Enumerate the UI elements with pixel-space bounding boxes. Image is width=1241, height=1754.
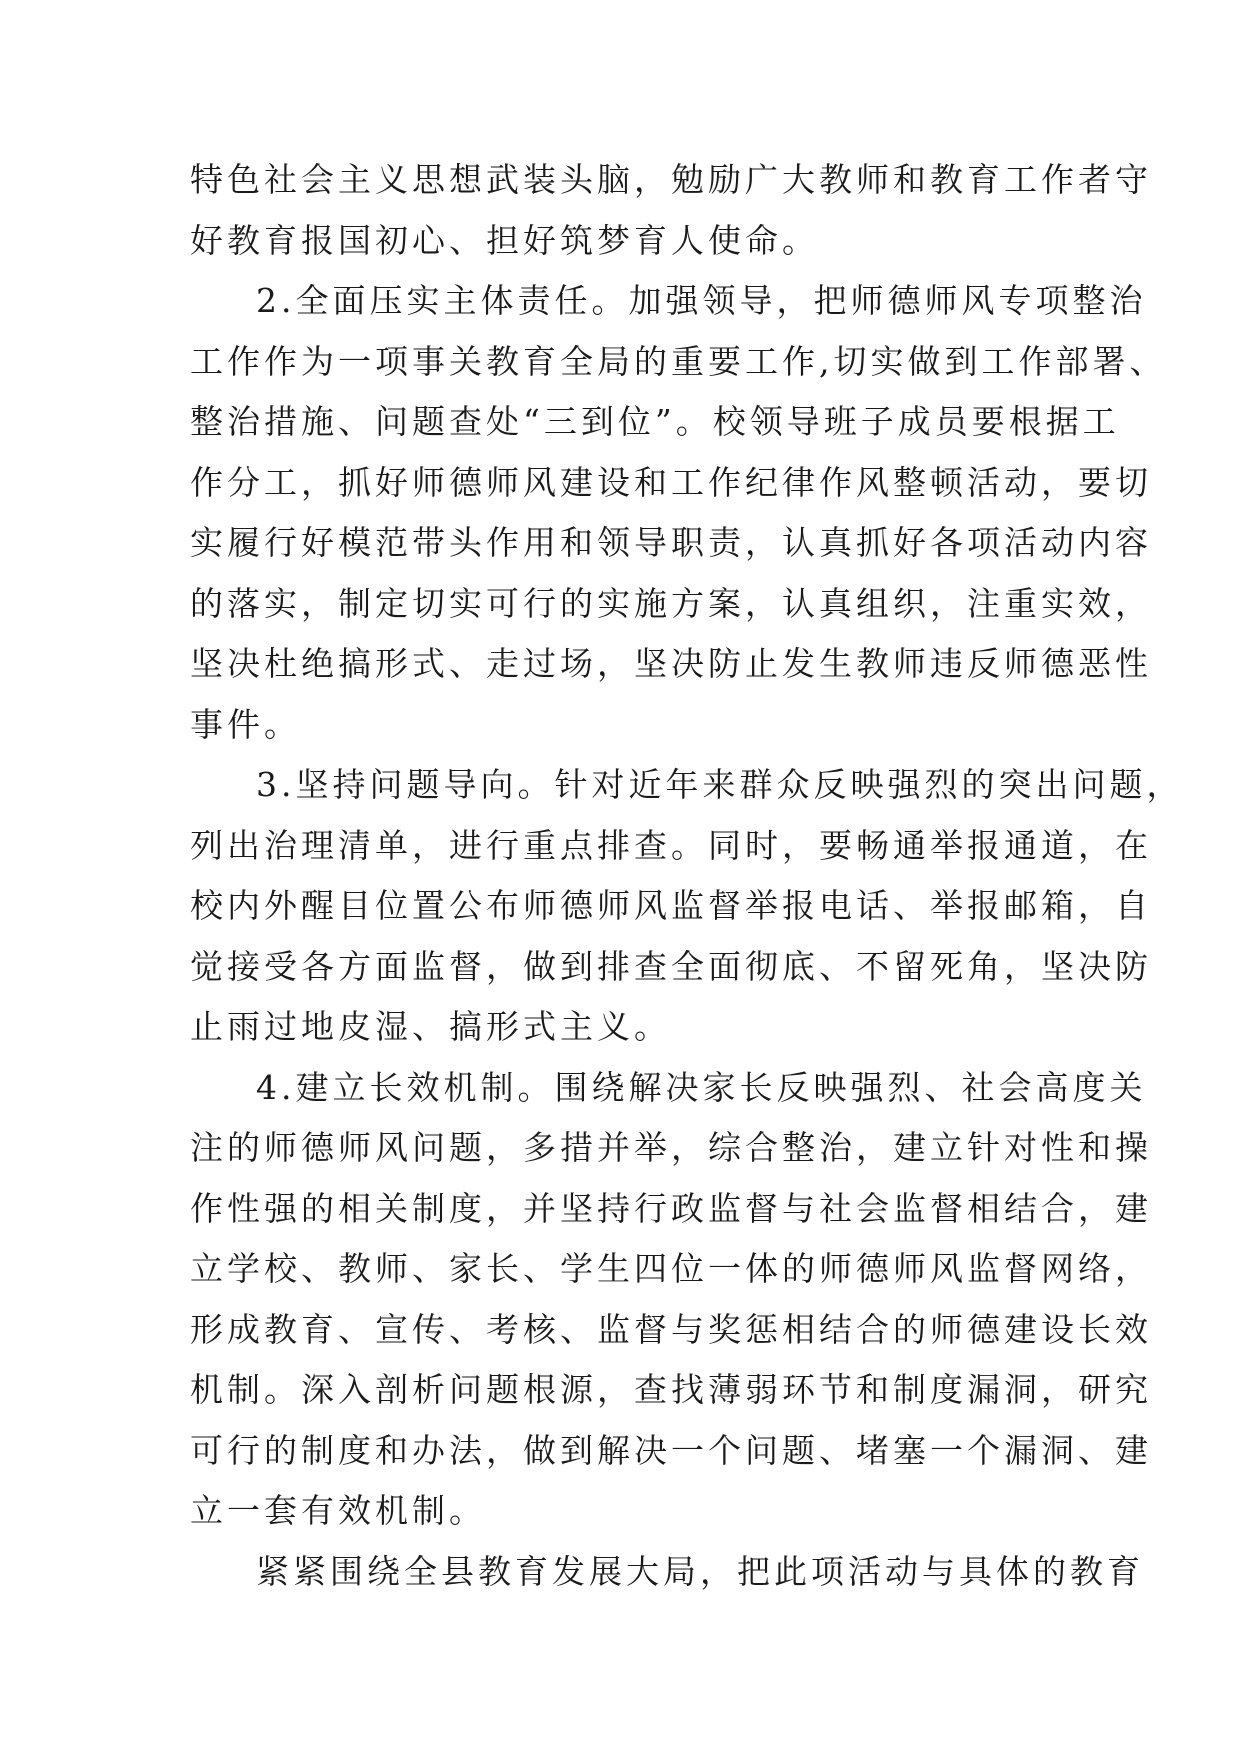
text-line: 作分工，抓好师德师风建设和工作纪律作风整顿活动，要切 [190, 462, 1152, 502]
text-line: 工作作为一项事关教育全局的重要工作,切实做到工作部署、 [190, 341, 1167, 381]
text-line: 特色社会主义思想武装头脑，勉励广大教师和教育工作者守 [190, 160, 1152, 199]
text-line: 校内外醒目位置公布师德师风监督举报电话、举报邮箱，自 [190, 886, 1152, 925]
text-line: 2.全面压实主体责任。加强领导，把师德师风专项整治 [256, 281, 1147, 320]
text-line: 整治措施、问题查处“三到位”。校领导班子成员要根据工 [190, 402, 1120, 441]
text-line: 坚决杜绝搞形式、走过场，坚决防止发生教师违反师德恶性 [190, 644, 1152, 683]
document-body [190, 150, 1184, 1602]
text-line: 3.坚持问题导向。针对近年来群众反映强烈的突出问题， [256, 765, 1184, 804]
text-line: 好教育报国初心、担好筑梦育人使命。 [190, 220, 819, 260]
text-line: 形成教育、宣传、考核、监督与奖惩相结合的师德建设长效 [190, 1309, 1152, 1349]
text-line: 立一套有效机制。 [190, 1491, 486, 1530]
text-line: 实履行好模范带头作用和领导职责，认真抓好各项活动内容 [190, 523, 1152, 562]
text-line: 止雨过地皮湿、搞形式主义。 [190, 1007, 671, 1046]
text-line: 机制。深入剖析问题根源，查找薄弱环节和制度漏洞，研究 [190, 1370, 1152, 1409]
text-line: 的落实，制定切实可行的实施方案，认真组织，注重实效， [190, 583, 1152, 623]
text-line: 可行的制度和办法，做到解决一个问题、堵塞一个漏洞、建 [190, 1430, 1152, 1470]
text-line: 列出治理清单，进行重点排查。同时，要畅通举报通道，在 [190, 825, 1152, 865]
text-line: 注的师德师风问题，多措并举，综合整治，建立针对性和操 [190, 1128, 1152, 1167]
text-line: 紧紧围绕全县教育发展大局，把此项活动与具体的教育 [256, 1551, 1144, 1591]
text-line: 立学校、教师、家长、学生四位一体的师德师风监督网络， [190, 1249, 1152, 1288]
text-line: 事件。 [190, 704, 301, 744]
text-line: 4.建立长效机制。围绕解决家长反映强烈、社会高度关 [256, 1067, 1147, 1107]
text-line: 觉接受各方面监督，做到排查全面彻底、不留死角，坚决防 [190, 946, 1152, 986]
text-line: 作性强的相关制度，并坚持行政监督与社会监督相结合，建 [190, 1188, 1152, 1228]
